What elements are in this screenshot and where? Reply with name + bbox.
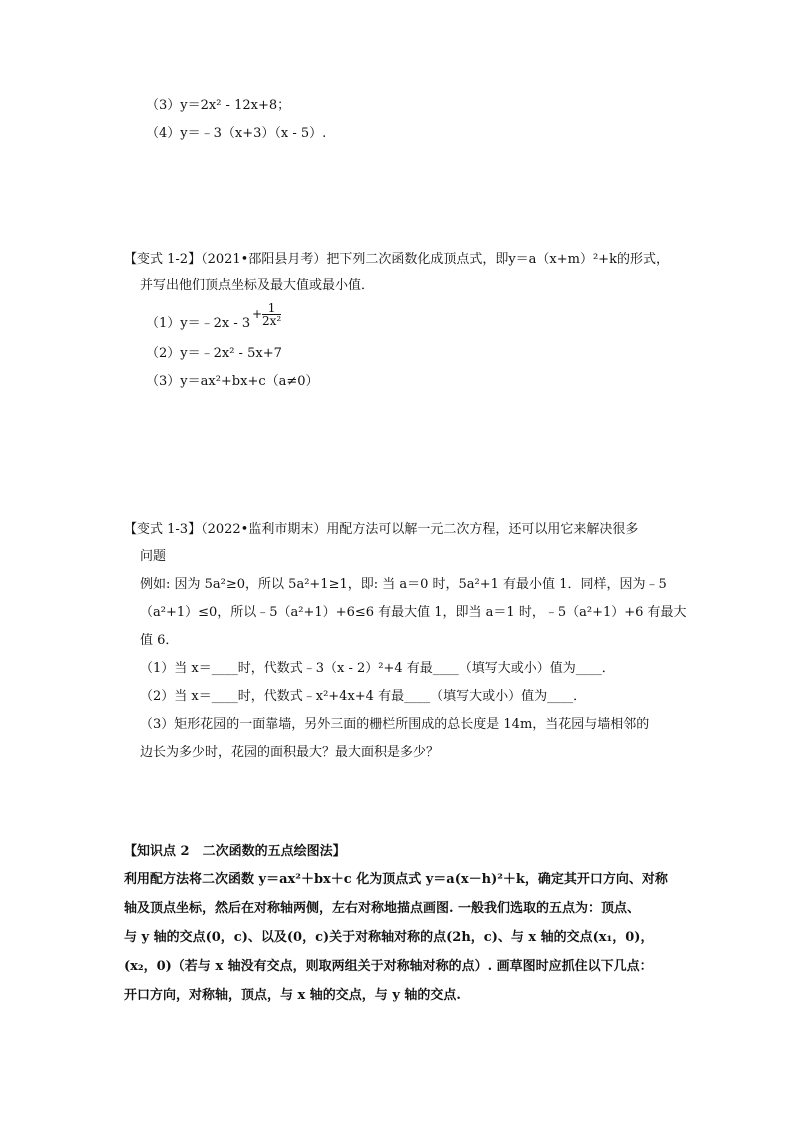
fraction-numerator: 1 [262, 302, 281, 315]
variant-1-2-item-1: （1）y＝﹣2x - 3 [146, 316, 251, 331]
item-4: （4）y＝﹣3（x+3）（x - 5）. [146, 126, 327, 141]
variant-1-2-item-2: （2）y＝﹣2x² - 5x+7 [146, 346, 282, 361]
variant-1-3-heading-line2: 问题 [140, 549, 167, 564]
knowledge-line-5: 开口方向，对称轴，顶点，与 x 轴的交点，与 y 轴的交点. [124, 988, 461, 1003]
question-3-line-1: （3）矩形花园的一面靠墙，另外三面的栅栏所围成的总长度是 14m，当花园与墙相邻的 [140, 717, 650, 732]
knowledge-line-1: 利用配方法将二次函数 y＝ax²＋bx＋c 化为顶点式 y＝a(x－h)²＋k，确定其开口方向、对称 [124, 872, 668, 887]
knowledge-line-4: (x₂，0)（若与 x 轴没有交点，则取两组关于对称轴对称的点）. 画草图时应抓住以下几点： [124, 959, 653, 974]
variant-1-2-heading: 【变式 1-2】（2021•邵阳县月考）把下列二次函数化成顶点式，即y＝a（x+m）²+k的形式， [124, 252, 669, 267]
question-1: （1）当 x＝____时，代数式﹣3（x - 2）²+4 有最____（填写大或小）值为____． [140, 661, 615, 676]
variant-1-2-item-3: （3）y＝ax²+bx+c（a≠0） [146, 374, 319, 389]
item-3: （3）y＝2x² - 12x+8； [146, 98, 291, 113]
knowledge-line-3: 与 y 轴的交点(0，c)、以及(0，c)关于对称轴对称的点(2h，c)、与 x 轴的交点(x₁，0)， [124, 930, 654, 945]
variant-1-3-heading: 【变式 1-3】（2022•监利市期末）用配方法可以解一元二次方程，还可以用它来解决很多 [124, 522, 639, 537]
question-2: （2）当 x＝____时，代数式﹣x²+4x+4 有最____（填写大或小）值为____． [140, 689, 587, 704]
knowledge-line-2: 轴及顶点坐标，然后在对称轴两侧，左右对称地描点画图. 一般我们选取的五点为：顶点、 [124, 901, 641, 916]
knowledge-point-2-heading: 【知识点 2 二次函数的五点绘图法】 [124, 844, 346, 859]
fraction-denominator: 2x² [262, 314, 282, 328]
example-line-2: （a²+1）≤0，所以﹣5（a²+1）+6≤6 有最大值 1，即当 a＝1 时，﹣5（a²+1）+6 有最大 [140, 605, 687, 620]
example-line-3: 值 6． [140, 633, 179, 648]
variant-1-2-heading-line2: 并写出他们顶点坐标及最大值或最小值． [140, 278, 375, 293]
fraction: + 1 2x² [252, 301, 282, 328]
example-line-1: 例如: 因为 5a²≥0，所以 5a²+1≥1，即: 当 a＝0 时，5a²+1 有最小值 1．同样，因为﹣5 [140, 577, 667, 592]
question-3-line-2: 边长为多少时，花园的面积最大？最大面积是多少？ [140, 745, 440, 760]
